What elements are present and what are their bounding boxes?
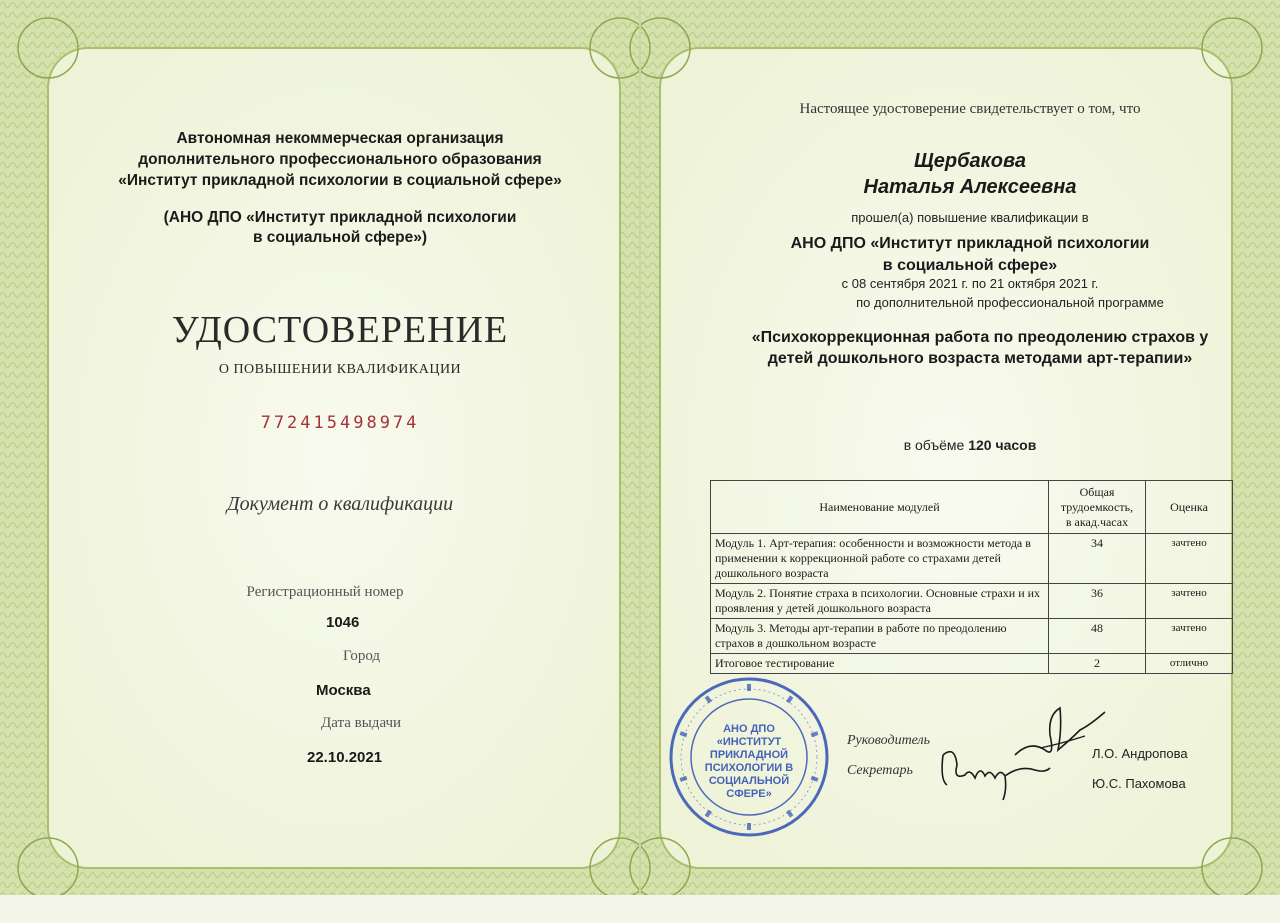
secretary-signature [935, 740, 1055, 805]
document-number: 772415498974 [260, 413, 420, 433]
training-volume [740, 437, 1200, 453]
training-dates: с 08 сентября 2021 г. по 21 октября 2021 г. [841, 276, 1099, 291]
module-name: Итоговое тестирование [711, 654, 1049, 674]
module-hours: 48 [1049, 619, 1146, 654]
header-hours-line: Общая [1079, 484, 1115, 499]
city-value: Москва [316, 682, 371, 699]
seal-line: «ИНСТИТУТ [716, 736, 782, 748]
organization-short-name [60, 208, 620, 248]
header-hours-line: в акад.часах [1065, 514, 1129, 529]
module-name: Модуль 3. Методы арт-терапии в работе по преодолению страхов в дошкольном возрасте [711, 619, 1049, 654]
program-title [720, 327, 1240, 369]
table-row [711, 584, 1233, 619]
module-hours: 34 [1049, 534, 1146, 584]
seal-line: АНО ДПО [723, 723, 775, 735]
holder-name [740, 148, 1200, 200]
city-label: Город [343, 648, 381, 664]
module-hours: 2 [1049, 654, 1146, 674]
issue-date-value: 22.10.2021 [307, 749, 383, 766]
seal-line: СОЦИАЛЬНОЙ [708, 775, 790, 787]
head-label: Руководитель [847, 733, 931, 748]
table-row [711, 619, 1233, 654]
secretary-label: Секретарь [847, 763, 913, 778]
org-short-line: в социальной сфере») [252, 229, 428, 246]
module-grade: зачтено [1146, 584, 1233, 619]
seal-line: ПРИКЛАДНОЙ [709, 749, 789, 761]
module-hours: 36 [1049, 584, 1146, 619]
table-header-row [711, 481, 1233, 534]
module-name: Модуль 1. Арт-терапия: особенности и возможности метода в применении к коррекционной работе со страхами детей дошкольного возраста [711, 534, 1049, 584]
table-row [711, 654, 1233, 674]
module-grade: отлично [1146, 654, 1233, 674]
org-short-line: (АНО ДПО «Институт прикладной психологии [163, 209, 517, 226]
volume-value: 120 часов [968, 437, 1037, 453]
reg-number-value: 1046 [326, 614, 360, 631]
modules-table [710, 480, 1233, 674]
holder-given-names: Наталья Алексеевна [863, 176, 1077, 198]
institution-line: АНО ДПО «Институт прикладной психологии [790, 235, 1150, 252]
org-line: дополнительного профессионального образования [138, 151, 542, 168]
official-seal-stamp [668, 676, 830, 838]
header-module-name: Наименование модулей [711, 481, 1049, 534]
header-grade: Оценка [1146, 481, 1233, 534]
institution-name [740, 233, 1200, 277]
organization-name [60, 128, 620, 191]
module-grade: зачтено [1146, 619, 1233, 654]
issue-date-label: Дата выдачи [321, 715, 402, 731]
volume-prefix: в объёме [903, 437, 965, 453]
module-name: Модуль 2. Понятие страха в психологии. Основные страхи и их проявления у детей дошкольного возраста [711, 584, 1049, 619]
org-line: Автономная некоммерческая организация [176, 130, 504, 147]
head-name: Л.О. Андропова [1092, 746, 1188, 761]
reg-number-label: Регистрационный номер [246, 584, 404, 600]
header-hours [1049, 481, 1146, 534]
seal-line: СФЕРЕ» [726, 788, 772, 800]
secretary-name: Ю.С. Пахомова [1092, 776, 1186, 791]
document-kind: Документ о квалификации [226, 493, 454, 515]
document-title: УДОСТОВЕРЕНИЕ [171, 309, 509, 351]
module-grade: зачтено [1146, 534, 1233, 584]
org-line: «Институт прикладной психологии в социальной сфере» [118, 172, 562, 189]
intro-text: Настоящее удостоверение свидетельствует о том, что [799, 101, 1141, 117]
table-row [711, 534, 1233, 584]
header-hours-line: трудоемкость, [1060, 499, 1134, 514]
program-line: «Психокоррекционная работа по преодолению страхов у [751, 329, 1209, 346]
institution-line: в социальной сфере» [882, 257, 1058, 274]
holder-surname: Щербакова [914, 150, 1026, 172]
passed-text: прошел(а) повышение квалификации в [851, 210, 1089, 225]
document-subtitle: О ПОВЫШЕНИИ КВАЛИФИКАЦИИ [218, 362, 462, 377]
program-label: по дополнительной профессиональной программе [856, 295, 1164, 310]
seal-line: ПСИХОЛОГИИ В [704, 762, 794, 774]
program-line: детей дошкольного возраста методами арт-терапии» [767, 350, 1193, 367]
